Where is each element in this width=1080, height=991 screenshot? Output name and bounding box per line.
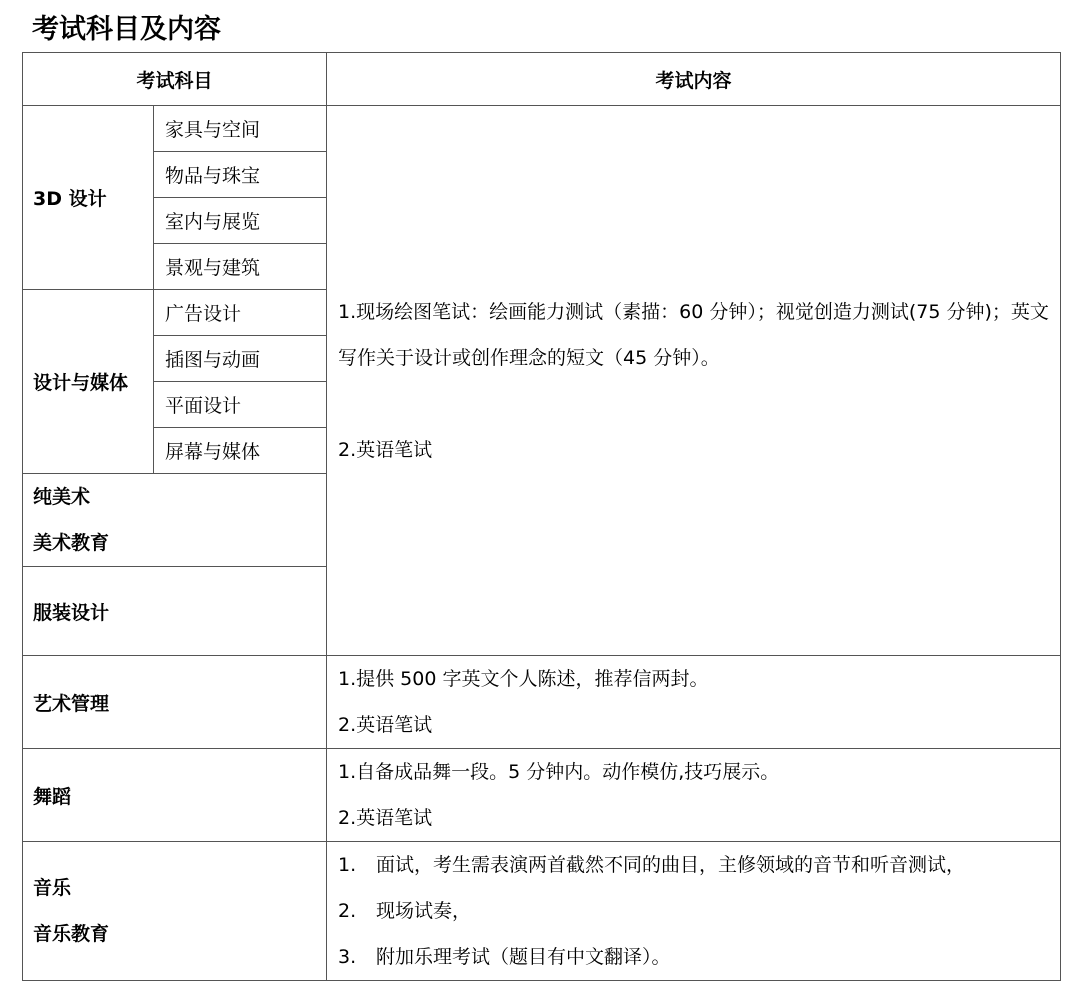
table-row — [23, 749, 1061, 842]
page-title: 考试科目及内容 — [32, 14, 221, 45]
item-text: 现场试奏， — [376, 900, 472, 922]
subject-dance: 舞蹈 — [23, 749, 327, 842]
dance-content — [327, 749, 1061, 842]
item-number: 3. — [338, 946, 357, 968]
subject-line: 音乐 — [33, 877, 72, 899]
content-item: 1.现场绘图笔试：绘画能力测试（素描：60 分钟）；视觉创造力测试(75 分钟)；英文写作关于设计或创作理念的短文（45 分钟）。 — [338, 300, 1049, 369]
table-row — [23, 106, 1061, 152]
content-item: 2.英语笔试 — [338, 714, 433, 736]
header-content: 考试内容 — [327, 53, 1061, 106]
header-subject: 考试科目 — [23, 53, 327, 106]
content-item — [338, 888, 1052, 934]
sub-subject: 家具与空间 — [154, 106, 327, 152]
subject-music — [23, 842, 327, 981]
subject-design-media: 设计与媒体 — [23, 290, 154, 474]
subject-art-management: 艺术管理 — [23, 656, 327, 749]
sub-subject: 插图与动画 — [154, 336, 327, 382]
sub-subject: 广告设计 — [154, 290, 327, 336]
sub-subject: 物品与珠宝 — [154, 152, 327, 198]
subject-line: 美术教育 — [33, 532, 110, 554]
item-number: 1. — [338, 854, 357, 876]
content-item: 1.自备成品舞一段。5 分钟内。动作模仿,技巧展示。 — [338, 761, 780, 783]
sub-subject: 室内与展览 — [154, 198, 327, 244]
exam-table — [22, 52, 1061, 981]
content-item — [338, 934, 1052, 980]
content-item: 2.英语笔试 — [338, 438, 433, 461]
sub-subject: 景观与建筑 — [154, 244, 327, 290]
item-number: 2. — [338, 900, 357, 922]
music-content — [327, 842, 1061, 981]
subject-line: 音乐教育 — [33, 923, 110, 945]
content-item: 2.英语笔试 — [338, 807, 433, 829]
subject-3d-design: 3D 设计 — [23, 106, 154, 290]
shared-content-cell — [327, 106, 1061, 656]
item-text: 附加乐理考试（题目有中文翻译）。 — [376, 946, 671, 968]
item-text: 面试，考生需表演两首截然不同的曲目，主修领域的音节和听音测试， — [376, 854, 966, 876]
header-row — [23, 53, 1061, 106]
sub-subject: 平面设计 — [154, 382, 327, 428]
table-row — [23, 842, 1061, 981]
subject-line: 纯美术 — [33, 486, 91, 508]
subject-fine-art — [23, 474, 327, 567]
table-row — [23, 656, 1061, 749]
sub-subject: 屏幕与媒体 — [154, 428, 327, 474]
content-item — [338, 842, 1052, 888]
art-management-content — [327, 656, 1061, 749]
content-item: 1.提供 500 字英文个人陈述，推荐信两封。 — [338, 668, 709, 690]
subject-fashion: 服装设计 — [23, 567, 327, 656]
